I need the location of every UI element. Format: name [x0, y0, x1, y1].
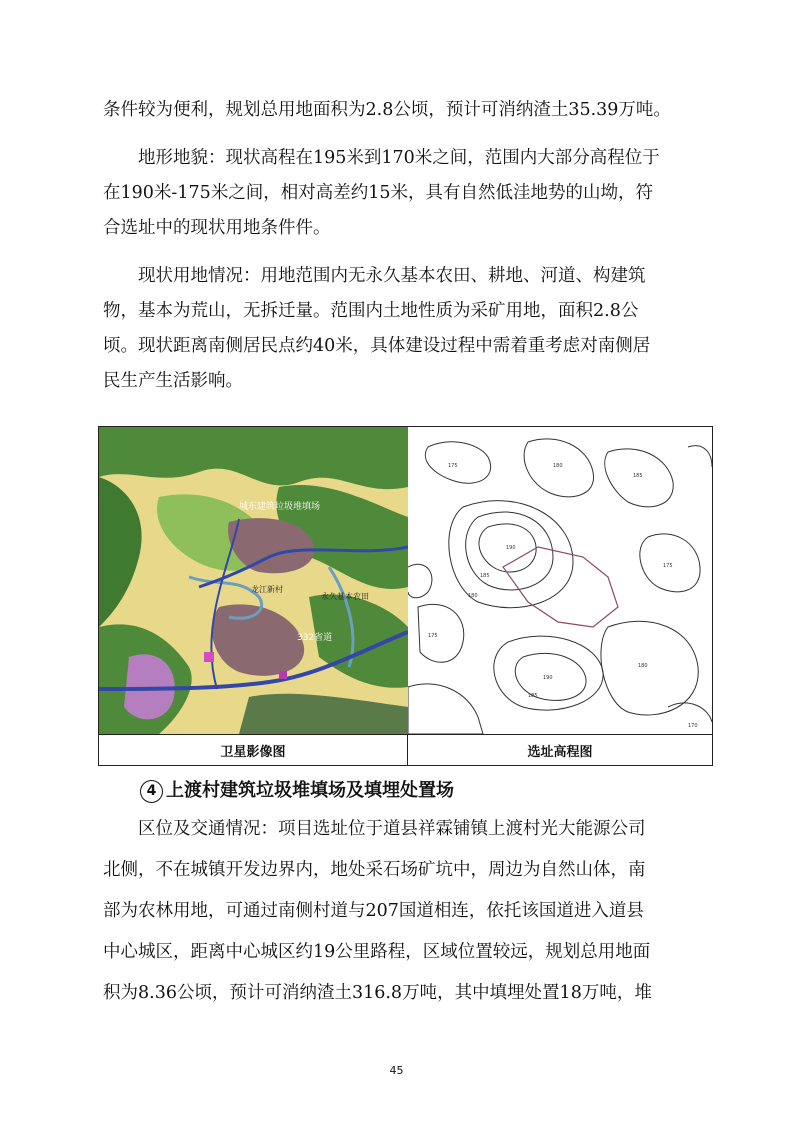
- contour-label: 190: [543, 675, 553, 681]
- satellite-image: [99, 427, 409, 734]
- text-line: 北侧，不在城镇开发边界内，地处采石场矿坑中，周边为自然山体，南: [103, 860, 646, 880]
- satellite-caption: 卫星影像图: [99, 734, 408, 765]
- contour-label: 180: [468, 593, 478, 599]
- label-road: 332省道: [297, 633, 333, 643]
- contour-label: 185: [633, 473, 643, 479]
- paragraph-1: [103, 93, 723, 128]
- elevation-map: [408, 427, 712, 734]
- label-site: 城东建筑垃圾堆填场: [239, 502, 321, 512]
- contour-label: 180: [638, 663, 648, 669]
- contour-label: 170: [688, 723, 698, 729]
- contour-label: 175: [428, 633, 438, 639]
- page-number: 45: [389, 1064, 404, 1077]
- contour-label: 175: [448, 463, 458, 469]
- text-line: 在190米-175米之间，相对高差约15米，具有自然低洼地势的山坳，符: [103, 183, 653, 203]
- paragraph-land-use: [103, 259, 723, 399]
- contour-label: 175: [663, 563, 673, 569]
- text-line: 民生产生活影响。: [103, 371, 243, 391]
- text-line: 部为农林用地，可通过南侧村道与207国道相连，依托该国道进入道县: [103, 901, 644, 921]
- text-line: 顷。现状距离南侧居民点约40米，具体建设过程中需着重考虑对南侧居: [103, 336, 651, 356]
- section-title: 上渡村建筑垃圾堆填场及填埋处置场: [166, 780, 454, 801]
- paragraph-terrain: [103, 141, 723, 246]
- contour-label: 190: [506, 545, 516, 551]
- figure-table: [98, 426, 713, 766]
- contour-label: 185: [528, 693, 538, 699]
- text-line: 区位及交通情况：项目选址位于道县祥霖铺镇上渡村光大能源公司: [138, 819, 646, 839]
- section-heading: [140, 776, 454, 806]
- text-line: 物，基本为荒山，无拆迁量。范围内土地性质为采矿用地，面积2.8公: [103, 301, 639, 321]
- contour-label: 180: [553, 463, 563, 469]
- label-farmland: 永久基本农田: [321, 592, 369, 601]
- contour-label: 185: [480, 573, 490, 579]
- text-line: 积为8.36公顷，预计可消纳渣土316.8万吨，其中填埋处置18万吨，堆: [103, 983, 652, 1003]
- circled-number: 4: [140, 780, 163, 803]
- text-line: 中心城区，距离中心城区约19公里路程，区域位置较远，规划总用地面: [103, 942, 651, 962]
- text-line: 条件较为便利，规划总用地面积为2.8公顷，预计可消纳渣土35.39万吨。: [103, 100, 671, 120]
- text-line: 合选址中的现状用地条件件。: [103, 218, 331, 238]
- paragraph-location: [103, 812, 723, 1011]
- text-line: 地形地貌：现状高程在195米到170米之间，范围内大部分高程位于: [138, 148, 660, 168]
- text-line: 现状用地情况：用地范围内无永久基本农田、耕地、河道、构建筑: [138, 266, 646, 286]
- elevation-caption: 选址高程图: [408, 734, 712, 765]
- label-village: 龙江新村: [251, 585, 283, 594]
